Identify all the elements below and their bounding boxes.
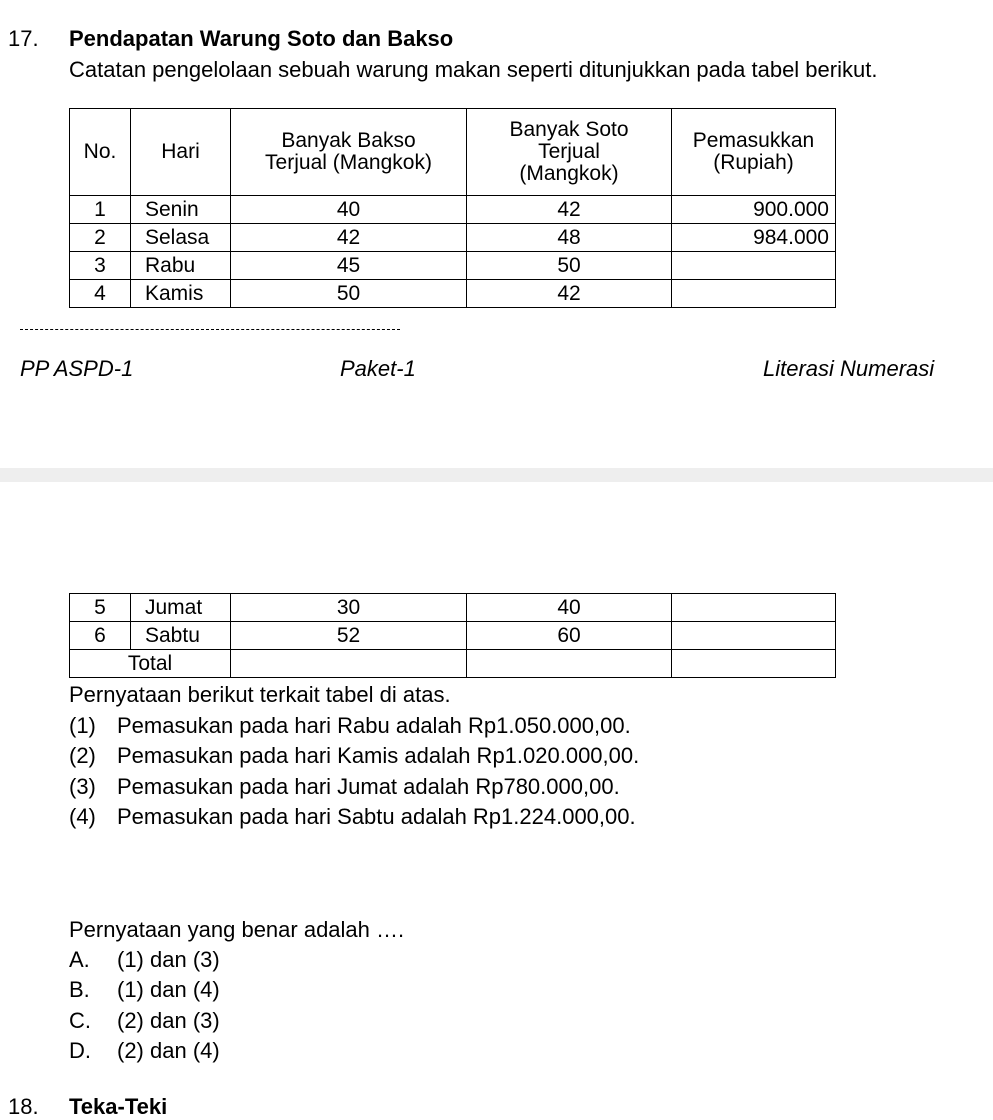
income-table-top <box>69 108 836 308</box>
statement-text: Pemasukan pada hari Kamis adalah Rp1.020.000,00. <box>117 743 640 768</box>
option-letter: A. <box>69 947 90 972</box>
cell-soto: 40 <box>467 594 672 622</box>
header-no: No. <box>70 109 131 196</box>
statement-number: (1) <box>69 713 96 738</box>
statement-text: Pemasukan pada hari Sabtu adalah Rp1.224.000,00. <box>117 804 636 829</box>
statements-intro: Pernyataan berikut terkait tabel di atas. <box>69 682 451 707</box>
header-soto-line-1: Banyak Soto <box>509 118 629 141</box>
table-row <box>70 280 836 308</box>
header-pemasukan <box>672 109 836 196</box>
statement-item <box>69 743 640 769</box>
cell-hari: Sabtu <box>131 622 231 650</box>
question-title: Pendapatan Warung Soto dan Bakso <box>69 26 454 51</box>
statement-item <box>69 774 620 800</box>
footer-left: PP ASPD-1 <box>20 356 134 381</box>
cell-pemasukan: 984.000 <box>672 224 836 252</box>
cell-soto: 42 <box>467 280 672 308</box>
statement-number: (2) <box>69 743 96 768</box>
option-letter: C. <box>69 1008 91 1033</box>
statement-item <box>69 804 636 830</box>
header-bakso-line-1: Banyak Bakso <box>281 129 416 152</box>
cell-bakso: 52 <box>231 622 467 650</box>
cell-soto: 50 <box>467 252 672 280</box>
cell-hari: Jumat <box>131 594 231 622</box>
table-header-row <box>70 109 836 196</box>
option-text: (2) dan (4) <box>117 1038 220 1063</box>
table-row <box>70 594 836 622</box>
cell-no: 6 <box>70 622 131 650</box>
cell-hari: Kamis <box>131 280 231 308</box>
cell-pemasukan <box>672 622 836 650</box>
header-pemasukan-line-1: Pemasukkan <box>692 129 815 152</box>
question-number: 17. <box>8 26 39 51</box>
header-soto-line-3: (Mangkok) <box>519 162 619 185</box>
option-b[interactable] <box>69 977 220 1003</box>
option-c[interactable] <box>69 1008 220 1034</box>
total-bakso <box>231 650 467 678</box>
cell-bakso: 40 <box>231 196 467 224</box>
option-a[interactable] <box>69 947 220 973</box>
cell-no: 3 <box>70 252 131 280</box>
table-row <box>70 196 836 224</box>
option-text: (1) dan (3) <box>117 947 220 972</box>
cell-soto: 42 <box>467 196 672 224</box>
page-break-dashes <box>20 329 400 330</box>
statement-number: (4) <box>69 804 96 829</box>
cell-no: 4 <box>70 280 131 308</box>
option-letter: B. <box>69 977 90 1002</box>
cell-no: 2 <box>70 224 131 252</box>
cell-bakso: 50 <box>231 280 467 308</box>
statement-text: Pemasukan pada hari Rabu adalah Rp1.050.000,00. <box>117 713 631 738</box>
cell-pemasukan <box>672 280 836 308</box>
total-soto <box>467 650 672 678</box>
footer-center: Paket-1 <box>340 356 416 381</box>
table-total-row <box>70 650 836 678</box>
cell-pemasukan: 900.000 <box>672 196 836 224</box>
income-table-bottom <box>69 593 836 678</box>
question-prompt: Pernyataan yang benar adalah …. <box>69 917 405 942</box>
header-hari: Hari <box>131 109 231 196</box>
header-bakso-line-2: Terjual (Mangkok) <box>265 151 432 174</box>
statement-item <box>69 713 631 739</box>
cell-bakso: 45 <box>231 252 467 280</box>
question-intro: Catatan pengelolaan sebuah warung makan seperti ditunjukkan pada tabel berikut. <box>69 57 878 82</box>
table-row <box>70 622 836 650</box>
cell-hari: Rabu <box>131 252 231 280</box>
table-row <box>70 252 836 280</box>
total-label: Total <box>70 650 231 678</box>
total-pemasukan <box>672 650 836 678</box>
cell-no: 1 <box>70 196 131 224</box>
cell-hari: Senin <box>131 196 231 224</box>
option-text: (1) dan (4) <box>117 977 220 1002</box>
header-soto <box>467 109 672 196</box>
cell-no: 5 <box>70 594 131 622</box>
header-bakso <box>231 109 467 196</box>
option-letter: D. <box>69 1038 91 1063</box>
statement-number: (3) <box>69 774 96 799</box>
cell-soto: 60 <box>467 622 672 650</box>
next-question-number: 18. <box>8 1094 39 1119</box>
cell-hari: Selasa <box>131 224 231 252</box>
cell-soto: 48 <box>467 224 672 252</box>
footer-right: Literasi Numerasi <box>763 356 935 381</box>
option-d[interactable] <box>69 1038 220 1064</box>
next-question-title: Teka-Teki <box>69 1094 168 1119</box>
header-soto-line-2: Terjual <box>538 140 600 163</box>
option-text: (2) dan (3) <box>117 1008 220 1033</box>
table-row <box>70 224 836 252</box>
header-pemasukan-line-2: (Rupiah) <box>713 151 794 174</box>
cell-bakso: 42 <box>231 224 467 252</box>
cell-bakso: 30 <box>231 594 467 622</box>
page-gap <box>0 468 993 482</box>
statement-text: Pemasukan pada hari Jumat adalah Rp780.000,00. <box>117 774 620 799</box>
cell-pemasukan <box>672 252 836 280</box>
cell-pemasukan <box>672 594 836 622</box>
